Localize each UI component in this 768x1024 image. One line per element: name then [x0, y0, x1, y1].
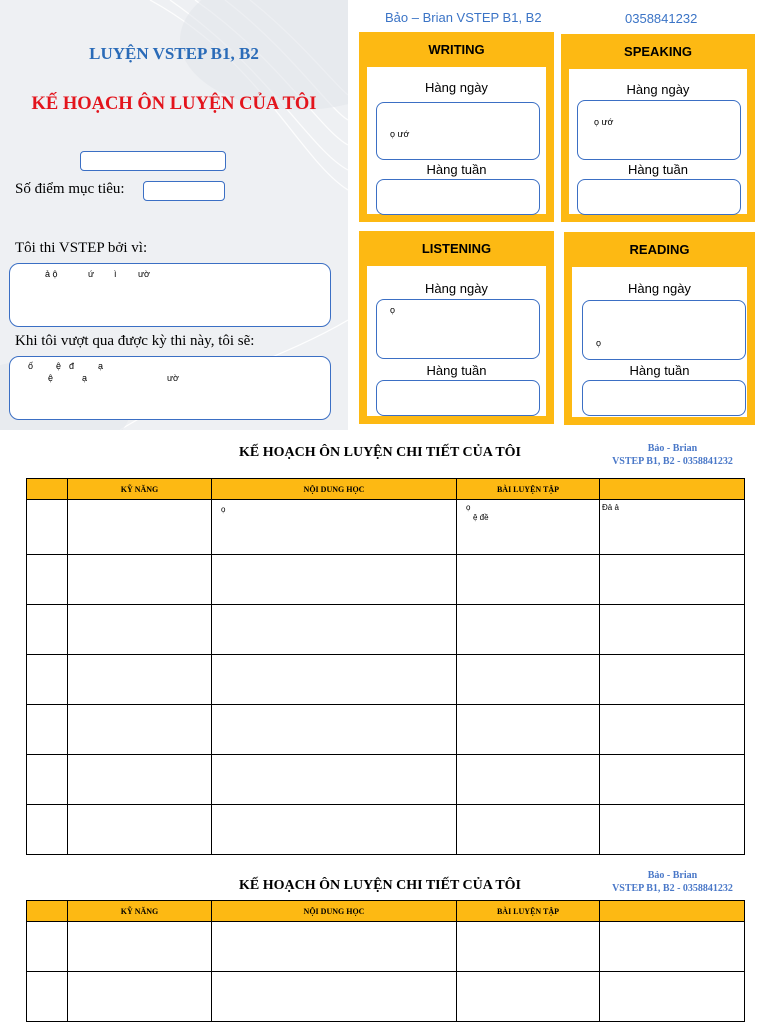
- cell-practice[interactable]: [457, 605, 600, 655]
- speaking-daily-input[interactable]: [577, 100, 741, 160]
- cell-skill[interactable]: [68, 605, 212, 655]
- cell-practice[interactable]: [457, 500, 600, 555]
- writing-card: [359, 32, 554, 222]
- reading-card: [564, 232, 755, 425]
- cell-content[interactable]: [212, 705, 457, 755]
- cell-practice[interactable]: [457, 655, 600, 705]
- daily-label: Hàng ngày: [425, 80, 488, 95]
- cell-index[interactable]: [27, 605, 68, 655]
- author-credit: Bảo – Brian VSTEP B1, B2: [385, 10, 542, 25]
- table-row: [27, 605, 745, 655]
- col-header-content: NỘI DUNG HỌC: [212, 479, 457, 500]
- col-header-skill: KỸ NĂNG: [68, 901, 212, 922]
- cell-note: ệ đề: [473, 513, 489, 522]
- table-row: [27, 555, 745, 605]
- table-row: [27, 755, 745, 805]
- col-header-review: [600, 479, 745, 500]
- cell-practice[interactable]: [457, 555, 600, 605]
- plan-table-1: [26, 478, 745, 855]
- col-header-content: NỘI DUNG HỌC: [212, 901, 457, 922]
- writing-weekly-input[interactable]: [376, 179, 540, 215]
- reading-weekly-input[interactable]: [582, 380, 746, 416]
- slot-note: ọ ướ: [390, 129, 410, 139]
- listening-card: [359, 231, 554, 424]
- plan-title: KẾ HOẠCH ÔN LUYỆN CHI TIẾT CỦA TÔI: [239, 878, 522, 893]
- cell-skill[interactable]: [68, 805, 212, 855]
- cell-review[interactable]: [600, 500, 745, 555]
- cell-index[interactable]: [27, 972, 68, 1022]
- speaking-weekly-input[interactable]: [577, 179, 741, 215]
- cell-review[interactable]: [600, 605, 745, 655]
- cell-note: ọ: [221, 505, 226, 514]
- table-row: [27, 972, 745, 1022]
- cell-index[interactable]: [27, 755, 68, 805]
- slot-note: ọ ướ: [594, 117, 614, 127]
- cell-index[interactable]: [27, 705, 68, 755]
- cell-skill[interactable]: [68, 705, 212, 755]
- cell-skill[interactable]: [68, 972, 212, 1022]
- cell-index[interactable]: [27, 555, 68, 605]
- cell-review[interactable]: [600, 655, 745, 705]
- cell-index[interactable]: [27, 922, 68, 972]
- cell-practice[interactable]: [457, 972, 600, 1022]
- daily-label: Hàng ngày: [626, 82, 690, 97]
- outcome-glyph: ườ: [167, 373, 179, 383]
- cell-skill[interactable]: [68, 922, 212, 972]
- cell-practice[interactable]: [457, 705, 600, 755]
- reason-glyph: ả ộ: [45, 269, 58, 279]
- outcome-glyph: ố: [28, 361, 34, 371]
- hero-title: LUYỆN VSTEP B1, B2: [89, 44, 259, 63]
- cell-content[interactable]: [212, 500, 457, 555]
- cell-content[interactable]: [212, 605, 457, 655]
- reason-textarea[interactable]: [9, 263, 331, 327]
- reading-daily-input[interactable]: [582, 300, 746, 360]
- signature-contact: VSTEP B1, B2 - 0358841232: [612, 456, 733, 467]
- outcome-textarea[interactable]: [9, 356, 331, 420]
- table-row: [27, 705, 745, 755]
- listening-weekly-input[interactable]: [376, 380, 540, 416]
- reason-label: Tôi thi VSTEP bởi vì:: [15, 240, 148, 256]
- cell-skill[interactable]: [68, 555, 212, 605]
- col-header-practice: BÀI LUYỆN TẬP: [457, 479, 600, 500]
- plan-signature: [600, 869, 745, 895]
- reason-glyph: ườ: [138, 269, 150, 279]
- cell-skill[interactable]: [68, 655, 212, 705]
- speaking-card: [561, 34, 755, 222]
- reason-glyph: ứ: [88, 269, 95, 279]
- weekly-label: Hàng tuần: [629, 363, 690, 378]
- cell-skill[interactable]: [68, 500, 212, 555]
- outcome-glyph: ệ: [56, 361, 62, 371]
- listening-daily-input[interactable]: [376, 299, 540, 359]
- slot-note: ọ: [596, 338, 602, 348]
- cell-practice[interactable]: [457, 805, 600, 855]
- col-header-practice: BÀI LUYỆN TẬP: [457, 901, 600, 922]
- col-header-index: [27, 479, 68, 500]
- weekly-label: Hàng tuần: [426, 363, 487, 378]
- table-header-row: [27, 479, 745, 500]
- cell-note: Đả ả: [602, 503, 619, 512]
- cell-content[interactable]: [212, 972, 457, 1022]
- card-title: SPEAKING: [624, 44, 692, 59]
- author-phone: 0358841232: [625, 11, 698, 26]
- card-title: WRITING: [428, 42, 485, 57]
- cell-content[interactable]: [212, 922, 457, 972]
- cell-content[interactable]: [212, 655, 457, 705]
- weekly-label: Hàng tuần: [628, 162, 688, 177]
- goal-panel: [0, 0, 348, 430]
- card-title: READING: [629, 242, 690, 257]
- outcome-glyph: đ: [69, 361, 75, 371]
- cell-review[interactable]: [600, 705, 745, 755]
- cell-content[interactable]: [212, 755, 457, 805]
- plan-signature: [600, 442, 745, 468]
- table-header-row: [27, 901, 745, 922]
- cell-review[interactable]: [600, 972, 745, 1022]
- cell-review[interactable]: [600, 805, 745, 855]
- hero-subtitle: KẾ HOẠCH ÔN LUYỆN CỦA TÔI: [31, 94, 317, 114]
- card-title: LISTENING: [421, 241, 492, 256]
- target-score-label: Số điểm mục tiêu:: [15, 181, 125, 197]
- weekly-label: Hàng tuần: [426, 162, 487, 177]
- daily-label: Hàng ngày: [425, 281, 488, 296]
- cell-index[interactable]: [27, 655, 68, 705]
- col-header-skill: KỸ NĂNG: [68, 479, 212, 500]
- reason-glyph: ì: [114, 269, 117, 279]
- signature-name: Bảo - Brian: [647, 870, 698, 881]
- slot-note: ọ: [390, 305, 396, 315]
- cell-practice[interactable]: [457, 755, 600, 805]
- target-score-input[interactable]: [143, 181, 225, 201]
- col-header-index: [27, 901, 68, 922]
- table-row: [27, 922, 745, 972]
- cell-review[interactable]: [600, 555, 745, 605]
- daily-label: Hàng ngày: [628, 281, 691, 296]
- cell-review[interactable]: [600, 922, 745, 972]
- outcome-glyph: ạ: [98, 361, 104, 371]
- cell-index[interactable]: [27, 805, 68, 855]
- cell-practice[interactable]: [457, 922, 600, 972]
- writing-daily-input[interactable]: [376, 102, 540, 160]
- cell-index[interactable]: [27, 500, 68, 555]
- signature-name: Bảo - Brian: [647, 443, 698, 454]
- signature-contact: VSTEP B1, B2 - 0358841232: [612, 883, 733, 894]
- cell-skill[interactable]: [68, 755, 212, 805]
- name-input[interactable]: [80, 151, 226, 171]
- cell-review[interactable]: [600, 755, 745, 805]
- plan-title: KẾ HOẠCH ÔN LUYỆN CHI TIẾT CỦA TÔI: [239, 445, 522, 460]
- plan-table-2: [26, 900, 745, 1022]
- outcome-label: Khi tôi vượt qua được kỳ thi này, tôi sẽ:: [15, 333, 255, 349]
- table-row: [27, 655, 745, 705]
- cell-content[interactable]: [212, 555, 457, 605]
- outcome-glyph: ạ: [82, 373, 88, 383]
- table-row: [27, 805, 745, 855]
- cell-note: ọ: [466, 503, 471, 512]
- cell-content[interactable]: [212, 805, 457, 855]
- col-header-review: [600, 901, 745, 922]
- table-row: [27, 500, 745, 555]
- outcome-glyph: ệ: [48, 373, 54, 383]
